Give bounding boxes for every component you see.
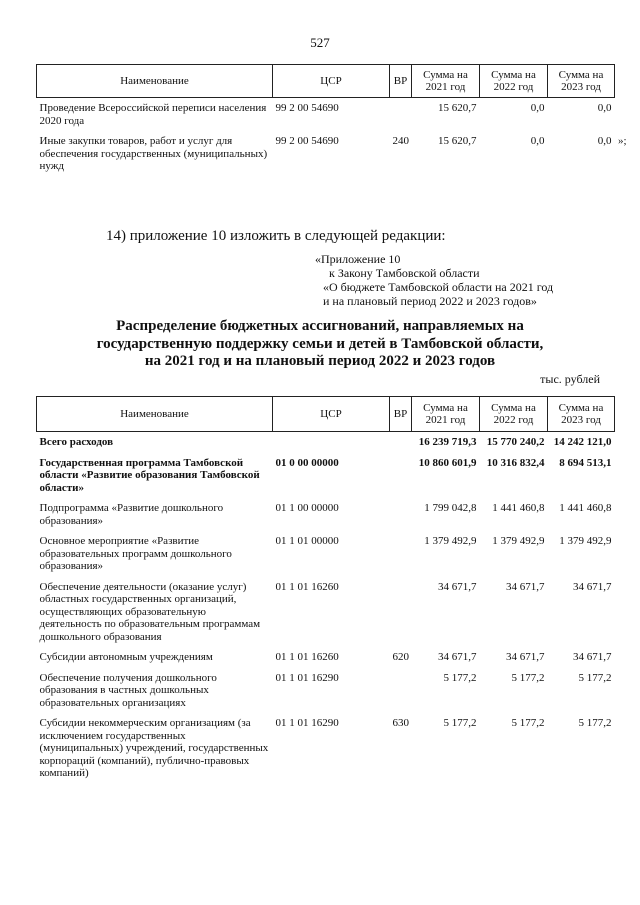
row-2022: 1 441 460,8	[492, 502, 545, 514]
row-2021: 15 620,7	[438, 135, 477, 147]
row-2021: 5 177,2	[443, 671, 477, 684]
row-name: Государственная программа Тамбовской области «Развитие образования Тамбовской области»	[39, 456, 260, 494]
row-2022: 0,0	[530, 102, 545, 114]
row-csr: 01 1 01 16260	[275, 580, 339, 593]
row-2023: 0,0	[597, 102, 612, 114]
row-2023: 14 242 121,0	[553, 436, 612, 448]
row-vr	[390, 98, 412, 132]
row-2022: 34 671,7	[506, 651, 545, 663]
budget-table-appendix-10	[36, 396, 615, 784]
page-number: 527	[310, 35, 330, 50]
row-name: Обеспечение получения дошкольного образования в частных дошкольных образовательных организациях	[39, 671, 217, 709]
row-2023: 5 177,2	[578, 671, 612, 684]
row-csr: 01 1 01 16260	[275, 651, 339, 663]
header-csr: ЦСР	[273, 65, 390, 98]
table-row	[37, 98, 615, 132]
row-2021: 16 239 719,3	[418, 436, 477, 448]
row-2022: 5 177,2	[511, 717, 545, 729]
row-csr: 01 1 00 00000	[275, 502, 339, 514]
appendix-line-3: «О бюджете Тамбовской области на 2021 год	[323, 280, 554, 294]
row-2022: 1 379 492,9	[492, 535, 545, 547]
row-csr: 01 1 01 00000	[275, 535, 339, 547]
header-csr: ЦСР	[273, 397, 390, 432]
row-vr	[390, 668, 412, 714]
table-row	[37, 713, 615, 784]
row-2021: 1 799 042,8	[424, 502, 477, 514]
appendix-line-1: «Приложение 10	[315, 252, 401, 266]
table-row	[37, 668, 615, 714]
row-vr	[390, 577, 412, 648]
table-row	[37, 453, 615, 499]
closing-quote: »;	[617, 135, 627, 147]
row-2021: 15 620,7	[438, 102, 477, 114]
row-name: Основное мероприятие «Развитие образовательных программ дошкольного образования»	[39, 535, 232, 572]
row-vr	[390, 453, 412, 499]
header-vr: ВР	[390, 397, 412, 432]
row-2023-value: 0,0	[597, 135, 612, 147]
header-2022: Сумма на 2022 год	[480, 397, 548, 432]
row-name: Подпрограмма «Развитие дошкольного образования»	[39, 502, 224, 527]
table-row	[37, 131, 615, 177]
row-name: Иные закупки товаров, работ и услуг для обеспечения государственных (муниципальных) нужд	[39, 135, 268, 172]
header-2023: Сумма на 2023 год	[548, 397, 615, 432]
row-csr	[273, 432, 390, 453]
row-vr	[390, 498, 412, 531]
row-csr: 01 0 00 00000	[275, 456, 339, 469]
header-name: Наименование	[37, 397, 273, 432]
row-vr: 240	[392, 135, 409, 147]
table-header-row	[37, 65, 615, 98]
row-csr: 99 2 00 54690	[275, 102, 339, 114]
row-2022: 10 316 832,4	[486, 456, 545, 469]
row-2021: 34 671,7	[438, 651, 477, 663]
row-2023: 34 671,7	[573, 651, 612, 663]
appendix-line-4: и на плановый период 2022 и 2023 годов»	[323, 294, 537, 308]
row-csr: 01 1 01 16290	[275, 717, 339, 729]
header-2021: Сумма на 2021 год	[412, 397, 480, 432]
row-name: Обеспечение деятельности (оказание услуг) областных государственных организаций, осуществляющих образовательную деятельность по образовательным программам дошкольного образования	[39, 580, 261, 643]
title-line-1: Распределение бюджетных ассигнований, направляемых на	[116, 318, 524, 334]
row-2022: 15 770 240,2	[486, 436, 545, 448]
amendment-paragraph: 14) приложение 10 изложить в следующей редакции:	[106, 228, 446, 244]
row-name: Проведение Всероссийской переписи населения 2020 года	[39, 102, 267, 127]
row-2023: 5 177,2	[578, 717, 612, 729]
table-row-total	[37, 432, 615, 453]
title-line-2: государственную поддержку семьи и детей в Тамбовской области,	[96, 335, 544, 352]
appendix-caption	[315, 252, 553, 308]
row-vr: 630	[392, 717, 409, 729]
appendix-line-2: к Закону Тамбовской области	[329, 266, 480, 280]
table-row	[37, 647, 615, 668]
document-title	[60, 318, 580, 371]
row-2023	[548, 131, 627, 177]
row-2023: 34 671,7	[573, 580, 612, 593]
row-2023: 1 379 492,9	[559, 535, 612, 547]
row-vr	[390, 531, 412, 577]
header-2023: Сумма на 2023 год	[548, 65, 615, 98]
row-vr	[390, 432, 412, 453]
row-2022: 34 671,7	[506, 580, 545, 593]
row-name: Субсидии автономным учреждениям	[39, 651, 213, 663]
header-2022: Сумма на 2022 год	[480, 65, 548, 98]
row-2022: 5 177,2	[511, 671, 545, 684]
table-header-row	[37, 397, 615, 432]
row-2023: 1 441 460,8	[559, 502, 612, 514]
row-2021: 1 379 492,9	[424, 535, 477, 547]
row-2021: 10 860 601,9	[418, 456, 477, 469]
header-vr: ВР	[390, 65, 412, 98]
row-csr: 01 1 01 16290	[275, 671, 339, 684]
budget-table-continued	[36, 64, 627, 177]
title-line-3: на 2021 год и на плановый период 2022 и 2023 годов	[144, 353, 496, 369]
header-name: Наименование	[37, 65, 273, 98]
table-row	[37, 531, 615, 577]
row-2023: 8 694 513,1	[559, 456, 612, 469]
row-vr: 620	[392, 651, 409, 663]
row-name: Субсидии некоммерческим организациям (за исключением государственных (муниципальных) учреждений, государственных корпораций (компаний), публично-правовых компаний)	[39, 717, 269, 779]
units-label: тыс. рублей	[540, 372, 600, 386]
row-csr: 99 2 00 54690	[275, 135, 339, 147]
row-2021: 34 671,7	[438, 580, 477, 593]
row-2022: 0,0	[530, 135, 545, 147]
header-2021: Сумма на 2021 год	[412, 65, 480, 98]
row-name: Всего расходов	[39, 436, 114, 448]
table-row	[37, 498, 615, 531]
table-row	[37, 577, 615, 648]
row-2021: 5 177,2	[443, 717, 477, 729]
